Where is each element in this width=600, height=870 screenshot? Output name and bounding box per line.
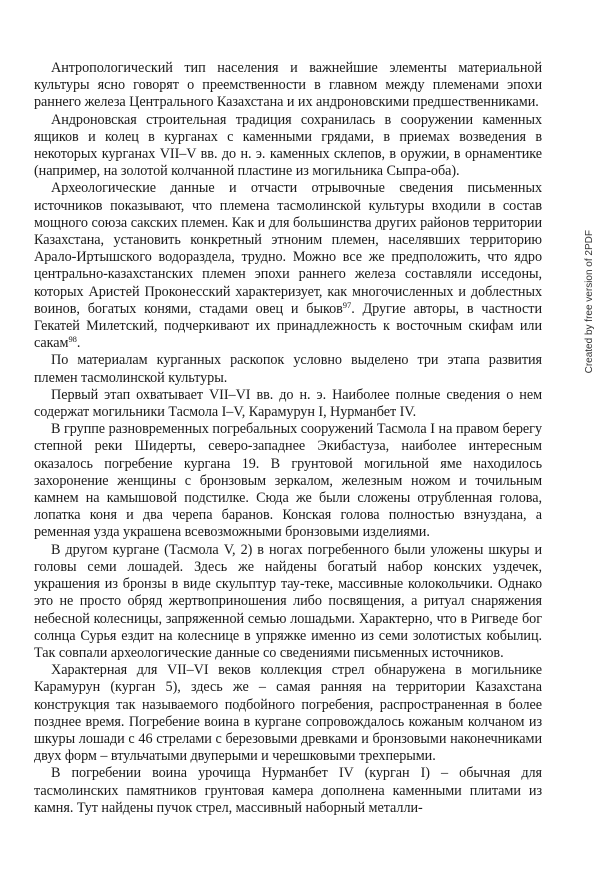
paragraph-3-tail2: . <box>76 335 81 352</box>
paragraph-4: По материалам курганных раскопок условно выделено три этапа развития племен тасмолинской культуры. <box>34 352 542 386</box>
text-page <box>34 60 542 817</box>
paragraph-9: В погребении воина урочища Нурманбет IV (курган I) – обычная для тасмолинских памятников грунтовая камера дополнена каменными плитами из камня. Тут найдены пучок стрел, массивный наборный металли- <box>34 765 542 816</box>
paragraph-8: Характерная для VII–VI веков коллекция стрел обнаружена в могильнике Карамурун (курган 5), здесь же – самая ранняя на территории Казахстана конструкция так называемого подбойного погребения, распространенная в более позднее время. Погребение воина в кургане сопровождалось кожаным колчаном из шкуры лошади с 46 стрелами с березовыми древками и бронзовыми наконечниками двух форм – втульчатыми двуперыми и черешковыми трехперыми. <box>34 662 542 765</box>
paragraph-7: В другом кургане (Тасмола V, 2) в ногах погребенного были уложены шкуры и головы семи лошадей. Здесь же найдены богатый набор конских уздечек, украшения из бронзы в виде скульптур тау-теке, массивные колокольчики. Однако это не просто обряд жертвоприношения либо посвящения, а ритуал снаряжения небесной колесницы, запряженной семью лошадьми. Характерно, что в Ригведе бог солнца Сурья ездит на колеснице в упряжке именно из семи золотистых кобылиц. Так совпали археологические данные со сведениями письменных источников. <box>34 541 542 661</box>
paragraph-6: В группе разновременных погребальных сооружений Тасмола I на правом берегу степной реки Шидерты, северо-западнее Экибастуза, наиболее интересным оказалось погребение кургана 19. В грунтовой могильной яме находилось захоронение женщины с бронзовым зеркалом, железным ножом и точильным камнем на камышовой подстилке. Сюда же были сложены отрубленная голова, лопатка коня и два черепа баранов. Конская голова полностью взнуздана, а ременная узда украшена всевозможными бронзовыми изделиями. <box>34 421 542 541</box>
watermark-text: Created by free version of 2PDF <box>584 230 595 374</box>
paragraph-2: Андроновская строительная традиция сохранилась в сооружении каменных ящиков и колец в курганах с каменными грядами, в приемах возведения в некоторых курганах VII–V вв. до н. э. каменных склепов, в оружии, в орнаментике (например, на золотой колчанной пластине из могильника Сыпра-оба). <box>34 111 542 180</box>
paragraph-3-tail: . Другие авторы, в частности Гекатей Милетский, подчеркивают их принадлежность к восточным скифам или сакам <box>34 300 543 352</box>
paragraph-3 <box>34 180 542 352</box>
paragraph-5: Первый этап охватывает VII–VI вв. до н. э. Наиболее полные сведения о нем содержат могильники Тасмола I–V, Карамурун I, Нурманбет IV. <box>34 386 542 421</box>
footnote-ref-98: 98 <box>68 334 77 345</box>
paragraph-3-text: Археологические данные и отчасти отрывочные сведения письменных источников показывают, что племена тасмолинской культуры входили в состав мощного союза сакских племен. Как и для большинства других районов территории Казахстана, установить конкретный этноним племен, населявших территорию Арало-Иртышского водораздела, трудно. Можно все же предположить, что ядро центрально-казахстанских племен эпохи раннего железа составляли исседоны, которых Аристей Проконесский характеризует, как многочисленных и доблестных воинов, богатых конями, стадами овец и быков <box>34 180 542 317</box>
footnote-ref-97: 97 <box>342 299 352 310</box>
paragraph-1: Антропологический тип населения и важнейшие элементы материальной культуры ясно говорят о преемственности в главном между племенами эпохи раннего железа Центрального Казахстана и их андроновскими предшественниками. <box>34 60 542 111</box>
